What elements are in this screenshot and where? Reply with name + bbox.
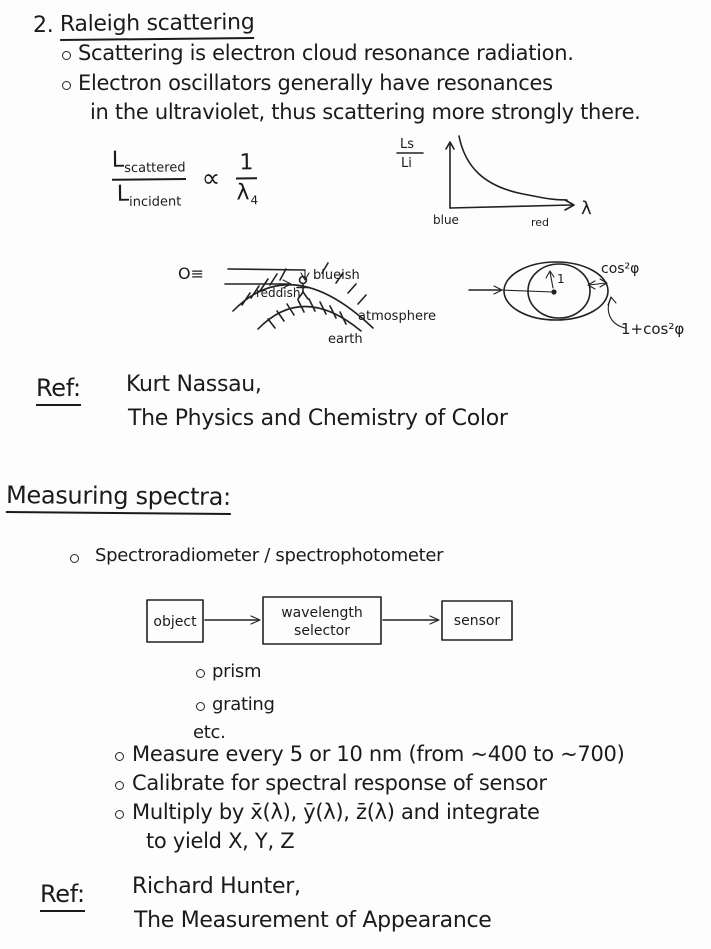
note-line: Scattering is electron cloud resonance radiation. (78, 41, 574, 65)
bullet-icon (70, 554, 79, 563)
x-tick-blue: blue (433, 213, 459, 227)
scattering-vs-wavelength-graph (385, 128, 605, 236)
earth-hatching (268, 299, 346, 328)
y-axis-label-denominator: Li (401, 156, 412, 171)
y-axis-label-numerator: Ls (400, 137, 415, 152)
sun-at-infinity-icon: O≡ (178, 264, 204, 283)
fraction-bar (112, 178, 186, 181)
bullet-icon (196, 702, 205, 711)
unit-label: 1 (557, 272, 565, 286)
note-line: Calibrate for spectral response of sensor (132, 771, 547, 795)
ref-title: The Measurement of Appearance (134, 908, 492, 933)
phase-function-diagram (465, 240, 711, 348)
bullet-icon (62, 81, 71, 90)
ref-title: The Physics and Chemistry of Color (128, 406, 508, 431)
note-line: grating (212, 694, 275, 715)
ref-label: Ref: (40, 880, 85, 912)
object-box-label: object (153, 614, 197, 630)
ref-author: Kurt Nassau, (126, 372, 262, 397)
scattering-center-dot (552, 290, 556, 294)
lhs-fraction (112, 148, 186, 210)
fraction-bar (236, 177, 257, 179)
note-line: etc. (193, 722, 226, 743)
earth-label: earth (328, 332, 363, 347)
sensor-box-label: sensor (453, 613, 501, 629)
bullet-icon (115, 781, 124, 790)
scattering-law-formula (112, 147, 258, 210)
note-line: prism (212, 661, 262, 682)
section-number: 2. (33, 13, 54, 38)
reddish-label: reddish (256, 286, 301, 300)
ref-label: Ref: (36, 374, 81, 406)
sky-color-diagram (170, 243, 460, 355)
ref-author: Richard Hunter, (132, 874, 301, 899)
spectrometer-block-diagram (140, 592, 525, 650)
x-tick-red: red (531, 216, 550, 229)
selector-label: selector (294, 623, 350, 639)
bullet-icon (115, 752, 124, 761)
numerator: $L_{scattered}$ (111, 147, 186, 177)
bullet-icon (115, 810, 124, 819)
lambda-fourth: $\lambda_4$ (236, 180, 259, 207)
note-line: Spectroradiometer / spectrophotometer (95, 545, 444, 566)
one-plus-cos2-label: 1+cos²φ (621, 320, 685, 338)
section-heading: Measuring spectra: (6, 481, 231, 515)
rhs-fraction: $\frac{1}{\lambda_4}$ (236, 149, 259, 207)
note-line: Electron oscillators generally have resonances (78, 71, 553, 95)
note-line: to yield X, Y, Z (146, 829, 295, 853)
wavelength-label: wavelength (281, 605, 363, 621)
note-line: Measure every 5 or 10 nm (from ~400 to ~700) (132, 742, 625, 766)
note-line: Multiply by x̄(λ), ȳ(λ), z̄(λ) and integrate (132, 800, 540, 824)
atmosphere-label: atmosphere (358, 309, 436, 324)
upper-sun-ray (228, 269, 305, 270)
denominator: $L_{incident}$ (116, 181, 182, 210)
earth-arc (258, 306, 361, 331)
bullet-icon (62, 51, 71, 60)
x-axis-label: λ (581, 198, 592, 219)
bullet-icon (196, 669, 205, 678)
blueish-label: blueish (313, 268, 360, 283)
section-title: Raleigh scattering (60, 10, 255, 41)
proportional-sign: ∝ (201, 163, 221, 194)
cos2-label: cos²φ (601, 261, 640, 277)
inverse-lambda4-curve (459, 136, 567, 200)
x-axis (450, 205, 572, 208)
note-line: in the ultraviolet, thus scattering more strongly there. (90, 100, 641, 124)
incident-ray-extension (501, 290, 553, 292)
